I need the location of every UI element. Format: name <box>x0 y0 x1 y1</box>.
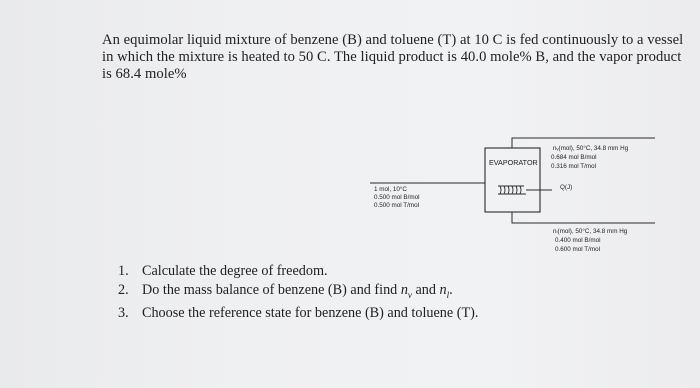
question-item-1 <box>118 262 478 281</box>
question-item-3 <box>118 304 478 323</box>
var-n-l: n <box>439 281 447 298</box>
feed-label-3: 0.500 mol T/mol <box>374 202 420 209</box>
heat-label: Q(J) <box>560 184 573 191</box>
heating-coil-icon <box>498 186 526 194</box>
liquid-label-3: 0.600 mol T/mol <box>555 246 601 253</box>
feed-label-1: 1 mol, 10°C <box>374 186 407 193</box>
question-list <box>118 262 478 323</box>
problem-line-2: in which the mixture is heated to 50 C. The liquid product is 40.0 mole% B, and the vapor product <box>102 49 682 65</box>
feed-label-2: 0.500 mol B/mol <box>374 194 420 201</box>
var-n-l-subscript: l <box>446 289 450 300</box>
var-n-v-subscript: v <box>407 289 412 300</box>
question-text: Choose the reference state for benzene (B) and toluene (T). <box>142 305 479 322</box>
problem-line-1: An equimolar liquid mixture of benzene (B) and toluene (T) at 10 C is fed continuously to a vessel <box>102 32 684 48</box>
question-text-end: . <box>449 281 453 298</box>
liquid-label-1: nₗ(mol), 50°C, 34.8 mm Hg <box>553 228 628 235</box>
question-number: 1. <box>118 263 129 279</box>
question-number: 3. <box>118 305 129 322</box>
var-n-v: n <box>400 281 408 298</box>
evaporator-label: EVAPORATOR <box>489 158 538 167</box>
question-number: 2. <box>118 281 129 298</box>
question-text: Calculate the degree of freedom. <box>142 263 328 279</box>
vapor-label-1: nᵥ(mol), 50°C, 34.8 mm Hg <box>553 145 629 152</box>
problem-line-3: is 68.4 mole% <box>102 66 187 82</box>
question-text: Do the mass balance of benzene (B) and find <box>142 281 401 298</box>
liquid-label-2: 0.400 mol B/mol <box>555 237 601 244</box>
liquid-stream-line <box>512 212 655 223</box>
vapor-label-3: 0.316 mol T/mol <box>551 163 597 170</box>
vapor-label-2: 0.684 mol B/mol <box>551 154 597 161</box>
question-text-mid: and <box>411 281 440 298</box>
question-item-2 <box>118 281 478 304</box>
